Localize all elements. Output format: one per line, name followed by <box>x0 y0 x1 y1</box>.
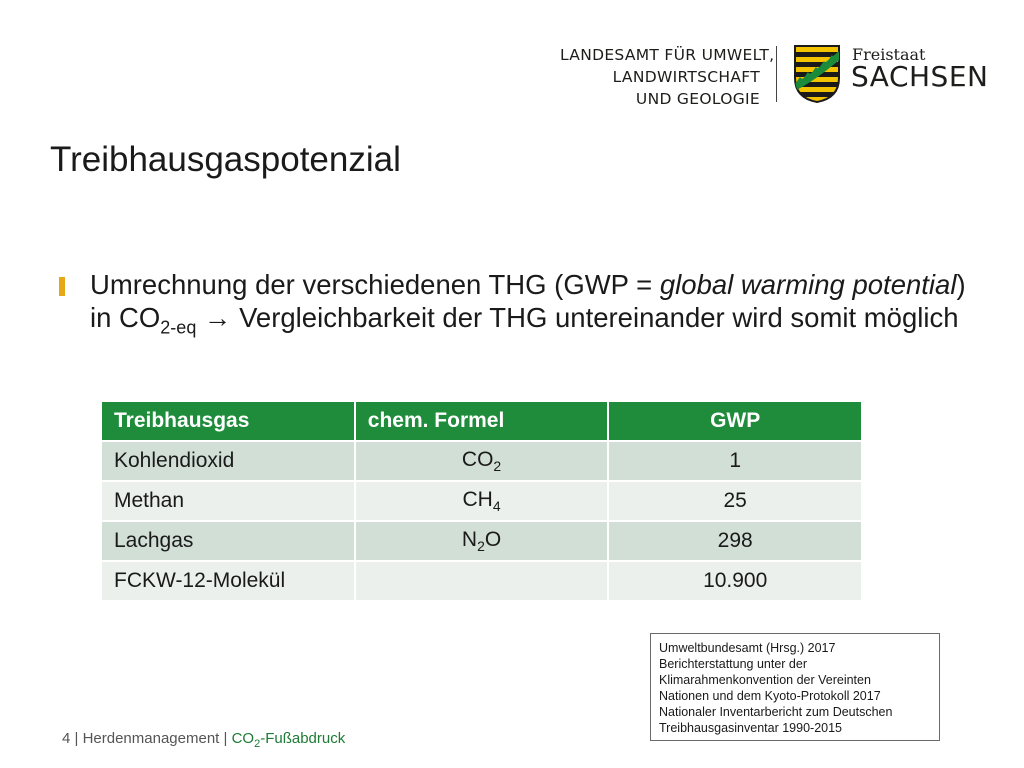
source-line: Nationen und dem Kyoto-Protokoll 2017 <box>659 689 881 703</box>
source-line: Nationaler Inventarbericht zum Deutschen <box>659 705 893 719</box>
table-row <box>102 562 861 600</box>
formula-cell <box>356 482 608 520</box>
formula-cell <box>356 522 608 560</box>
state-label-large: SACHSEN <box>851 60 989 93</box>
source-line: Klimarahmenkonvention der Vereinten <box>659 673 871 687</box>
formula-part: O <box>484 527 502 551</box>
bullet-text-part: Umrechnung der verschiedenen THG (GWP = <box>90 269 660 300</box>
bullet-text-subscript: 2-eq <box>160 317 197 338</box>
formula-cell <box>356 442 608 480</box>
org-name-line: UND GEOLOGIE <box>635 90 760 108</box>
source-line: Berichterstattung unter der <box>659 657 807 671</box>
slide-title: Treibhausgaspotenzial <box>50 140 401 179</box>
gwp-cell: 1 <box>609 442 861 480</box>
source-line: Treibhausgasinventar 1990-2015 <box>659 721 842 735</box>
source-citation <box>650 633 940 741</box>
header-divider <box>776 46 777 102</box>
ghg-table <box>100 400 863 602</box>
bullet-text-part: ) in CO <box>90 269 966 333</box>
table-header-row <box>102 402 861 440</box>
footer-topic-subscript: 2 <box>254 738 261 750</box>
gas-cell: Kohlendioxid <box>102 442 354 480</box>
column-header-gwp: GWP <box>609 402 861 440</box>
org-name-line: LANDESAMT FÜR UMWELT, <box>560 46 775 64</box>
formula-subscript: 2 <box>493 458 502 475</box>
org-name-line: LANDWIRTSCHAFT <box>612 68 760 86</box>
page-number: 4 <box>62 730 71 747</box>
bullet-text-part: → Vergleichbarkeit der THG untereinander wird somit möglich <box>196 302 959 333</box>
state-label-small: Freistaat <box>852 45 926 64</box>
formula-part: N <box>461 527 478 551</box>
column-header-formula: chem. Formel <box>356 402 608 440</box>
formula-part: CH <box>462 487 493 511</box>
footer-topic <box>231 730 346 750</box>
gwp-cell: 10.900 <box>609 562 861 600</box>
table-row <box>102 522 861 560</box>
source-line: Umweltbundesamt (Hrsg.) 2017 <box>659 641 836 655</box>
footer-separator: | <box>70 730 83 747</box>
formula-subscript: 2 <box>477 538 485 555</box>
saxony-crest-icon <box>793 44 841 104</box>
footer-topic-part: CO <box>231 730 255 747</box>
gas-cell: Lachgas <box>102 522 354 560</box>
formula-cell <box>356 562 608 600</box>
gwp-cell: 298 <box>609 522 861 560</box>
org-name <box>560 44 775 110</box>
formula-part: CO <box>461 447 494 471</box>
column-header-gas: Treibhausgas <box>102 402 354 440</box>
gwp-cell: 25 <box>609 482 861 520</box>
slide-footer <box>62 730 345 750</box>
bullet-marker <box>59 277 65 296</box>
table-row <box>102 442 861 480</box>
footer-topic-part: -Fußabdruck <box>260 730 346 747</box>
bullet-text <box>90 268 970 338</box>
table-row <box>102 482 861 520</box>
gas-cell: Methan <box>102 482 354 520</box>
footer-separator: | <box>219 730 232 747</box>
gas-cell: FCKW-12-Molekül <box>102 562 354 600</box>
formula-subscript: 4 <box>492 498 501 515</box>
bullet-text-italic: global warming potential <box>659 269 957 300</box>
footer-section: Herdenmanagement <box>82 730 220 747</box>
